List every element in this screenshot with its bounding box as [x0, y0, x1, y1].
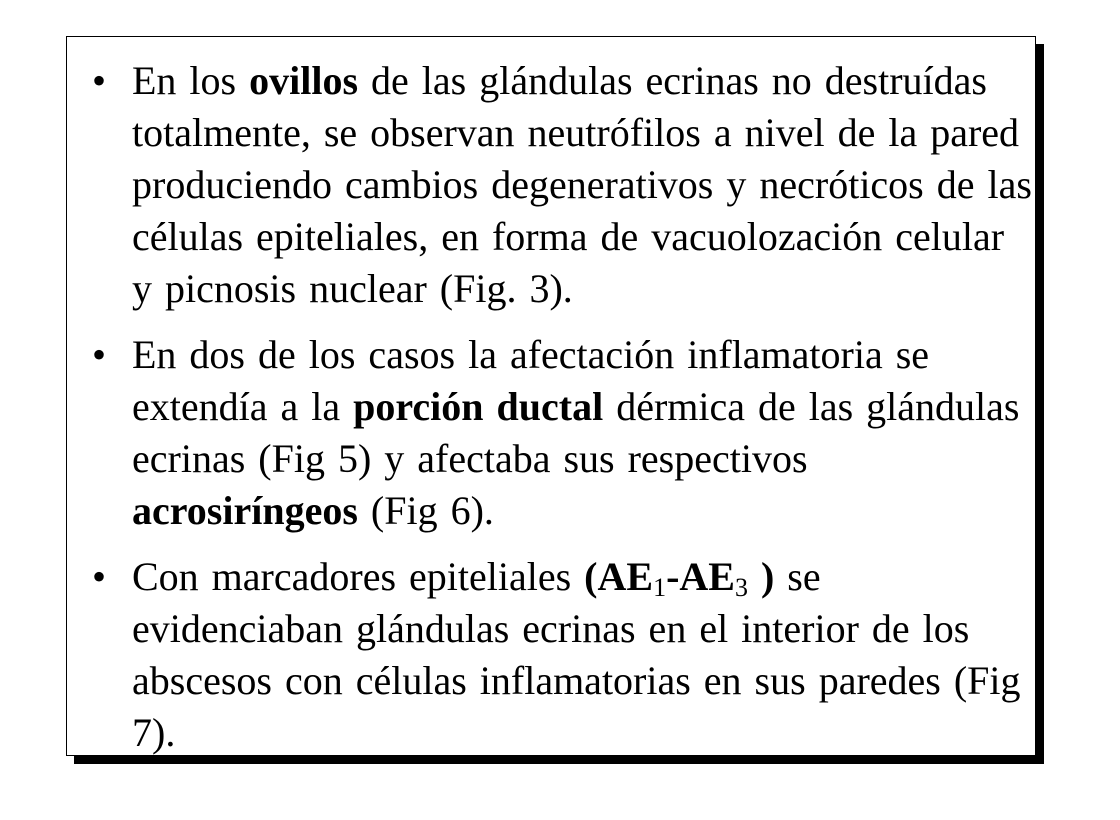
text-run: Con marcadores epiteliales	[132, 554, 585, 599]
bullet-item-ovillos	[92, 55, 1032, 315]
subscript: 3	[734, 573, 748, 602]
bullet-icon: •	[92, 332, 107, 377]
bold-term-porcion-ductal: porción ductal	[353, 384, 604, 429]
bullet-icon: •	[92, 58, 107, 103]
text-run: (Fig 6).	[357, 488, 494, 533]
bullet-icon: •	[92, 554, 107, 599]
bullet-text	[132, 58, 1032, 311]
bullet-list	[92, 55, 1032, 773]
text-run: dérmica de las glándulas ecrinas (Fig 5) y afectaba sus respectivos	[132, 384, 1020, 481]
text-run: En los	[132, 58, 250, 103]
bullet-text	[132, 554, 1021, 755]
bold-term-acrosiringeos: acrosiríngeos	[132, 488, 358, 533]
bullet-text	[132, 332, 1019, 533]
text-run: de las glándulas ecrinas no destruídas totalmente, se observan neutrófilos a nivel de la pared produciendo cambios degenerativos y necróticos de las células epiteliales, en forma de vacuolozación celular y picnosis nuclear (Fig. 3).	[132, 58, 1032, 311]
bold-term-ovillos: ovillos	[249, 58, 359, 103]
text-run: se evidenciaban glándulas ecrinas en el interior de los abscesos con células inflamatorias en sus paredes (Fig 7).	[132, 554, 1021, 755]
text-run: En dos de los casos la afectación inflamatoria se extendía a la	[132, 332, 930, 429]
bold-paren: )	[747, 554, 775, 599]
bullet-item-porcion-ductal	[92, 329, 1032, 537]
subscript: 1	[653, 573, 667, 602]
bullet-item-marcadores	[92, 551, 1032, 759]
bold-marker-ae: (AE	[584, 554, 654, 599]
bold-marker-ae: -AE	[666, 554, 735, 599]
